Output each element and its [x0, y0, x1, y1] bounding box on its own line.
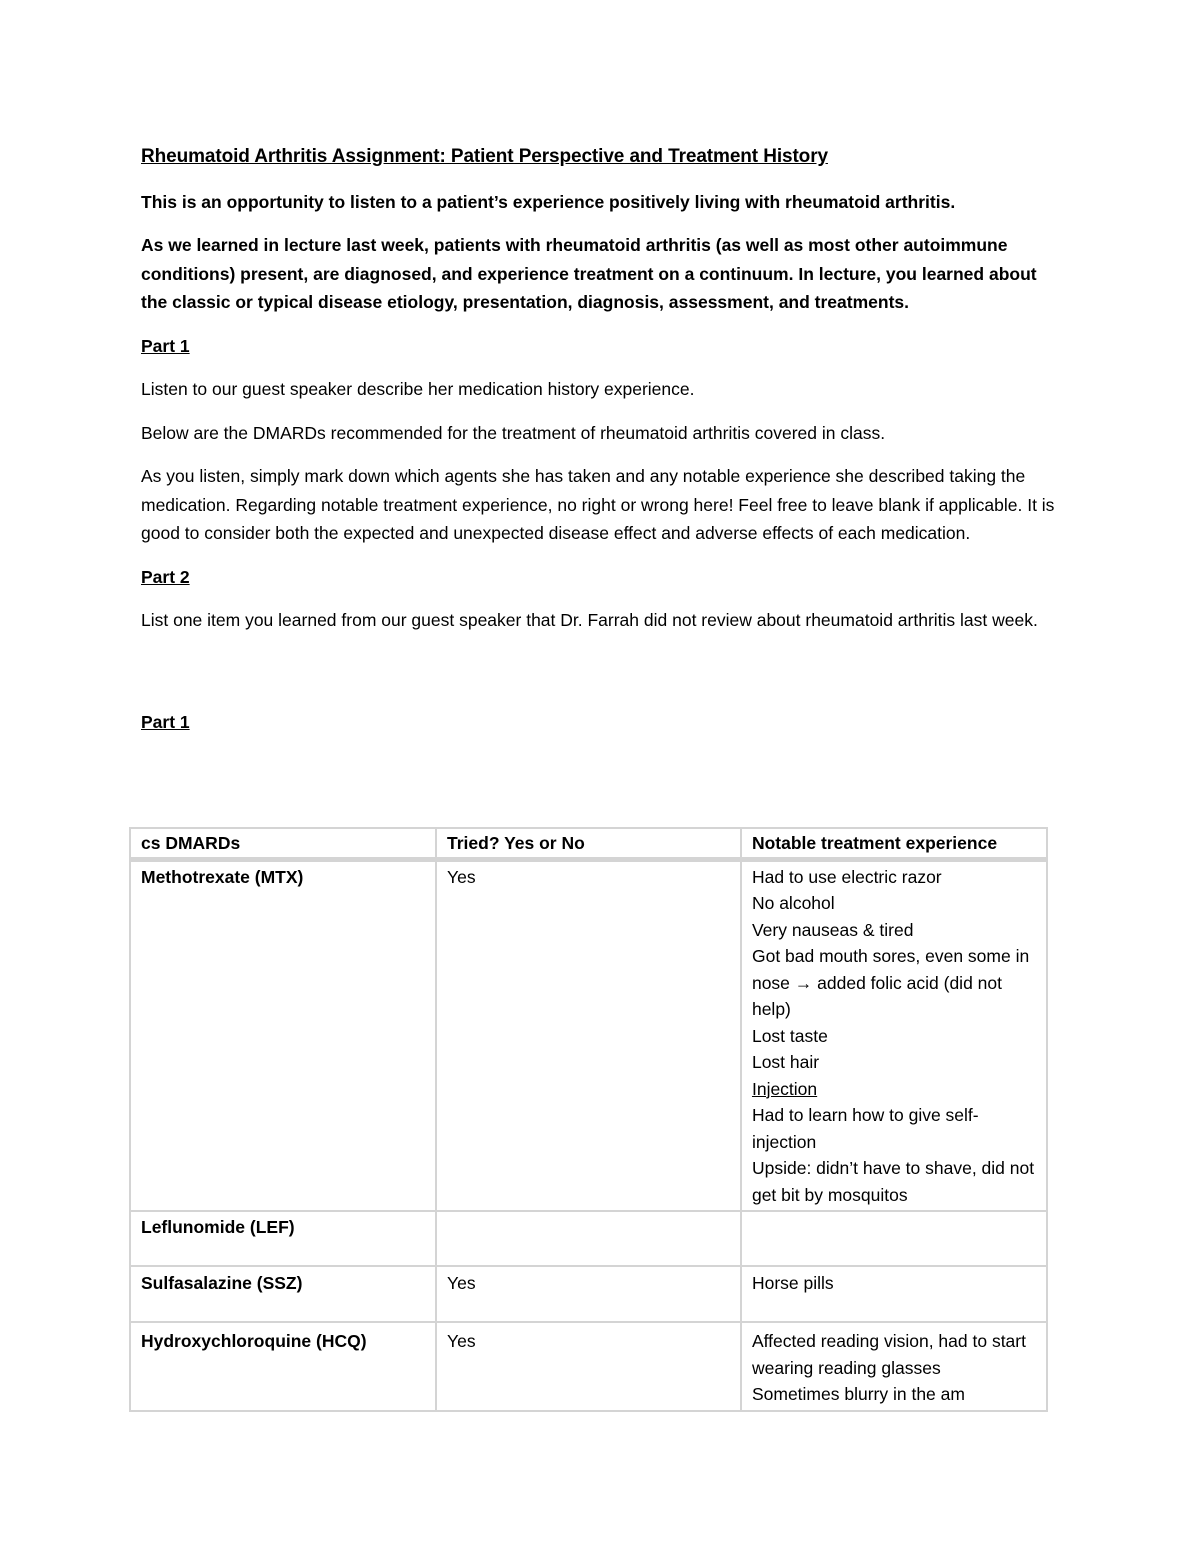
notes-cell — [741, 1211, 1047, 1266]
intro-paragraph-2: As we learned in lecture last week, patients with rheumatoid arthritis (as well as most other autoimmune conditions) present, are diagnosed, and experience treatment on a continuum. In lecture, you learned about the classic or typical disease etiology, presentation, diagnosis, assessment, and treatments. — [141, 235, 1037, 312]
table-row — [130, 1266, 1047, 1322]
tried-cell — [436, 1211, 741, 1266]
note-line: Lost hair — [751, 1052, 820, 1072]
part2-paragraph-1: List one item you learned from our guest speaker that Dr. Farrah did not review about rheumatoid arthritis last week. — [141, 610, 1038, 630]
dmard-table — [129, 827, 1048, 1412]
part1-heading: Part 1 — [141, 335, 190, 356]
table-section-heading: Part 1 — [141, 711, 190, 732]
column-header-tried: Tried? Yes or No — [436, 828, 741, 859]
column-header-drug: cs DMARDs — [130, 828, 436, 859]
drug-name-cell: Leflunomide (LEF) — [130, 1211, 436, 1266]
notes-cell — [741, 1266, 1047, 1322]
tried-cell: Yes — [436, 859, 741, 1211]
tried-cell: Yes — [436, 1322, 741, 1411]
drug-name-cell: Hydroxychloroquine (HCQ) — [130, 1322, 436, 1411]
drug-name-cell: Methotrexate (MTX) — [130, 859, 436, 1211]
drug-name-cell: Sulfasalazine (SSZ) — [130, 1266, 436, 1322]
note-line: No alcohol — [751, 893, 835, 913]
document-title: Rheumatoid Arthritis Assignment: Patient Perspective and Treatment History — [141, 146, 828, 167]
note-line: Upside: didn’t have to shave, did not get bit by mosquitos — [751, 1158, 1035, 1205]
part1-paragraph-1: Listen to our guest speaker describe her medication history experience. — [141, 379, 695, 399]
note-line: Very nauseas & tired — [751, 919, 914, 940]
table-row — [130, 859, 1047, 1211]
document-body — [141, 143, 1056, 751]
intro-paragraph-1: This is an opportunity to listen to a patient’s experience positively living with rheumatoid arthritis. — [141, 191, 956, 212]
notes-cell — [741, 1322, 1047, 1411]
part2-heading: Part 2 — [141, 566, 190, 587]
note-line: Got bad mouth sores, even some in nose → added folic acid (did not help) — [751, 946, 1030, 1019]
note-line: Had to learn how to give self-injection — [751, 1105, 979, 1152]
part1-paragraph-2: Below are the DMARDs recommended for the treatment of rheumatoid arthritis covered in class. — [141, 422, 886, 443]
note-line-underlined: Injection — [751, 1078, 818, 1099]
notes-cell — [741, 859, 1047, 1211]
table-row — [130, 1211, 1047, 1266]
note-line: Lost taste — [751, 1025, 828, 1046]
column-header-notes: Notable treatment experience — [741, 828, 1047, 859]
tried-cell: Yes — [436, 1266, 741, 1322]
note-line: Had to use electric razor — [751, 866, 942, 887]
note-line: Horse pills — [751, 1273, 834, 1293]
note-line: Affected reading vision, had to start wearing reading glasses — [751, 1331, 1026, 1378]
note-line: Sometimes blurry in the am — [751, 1384, 965, 1404]
table-row — [130, 1322, 1047, 1411]
table-header-row — [130, 828, 1047, 859]
part1-paragraph-3: As you listen, simply mark down which agents she has taken and any notable experience she described taking the medication. Regarding notable treatment experience, no right or wrong here! Feel free to leave blank if applicable. It is good to consider both the expected and unexpected disease effect and adverse effects of each medication. — [141, 466, 1055, 543]
